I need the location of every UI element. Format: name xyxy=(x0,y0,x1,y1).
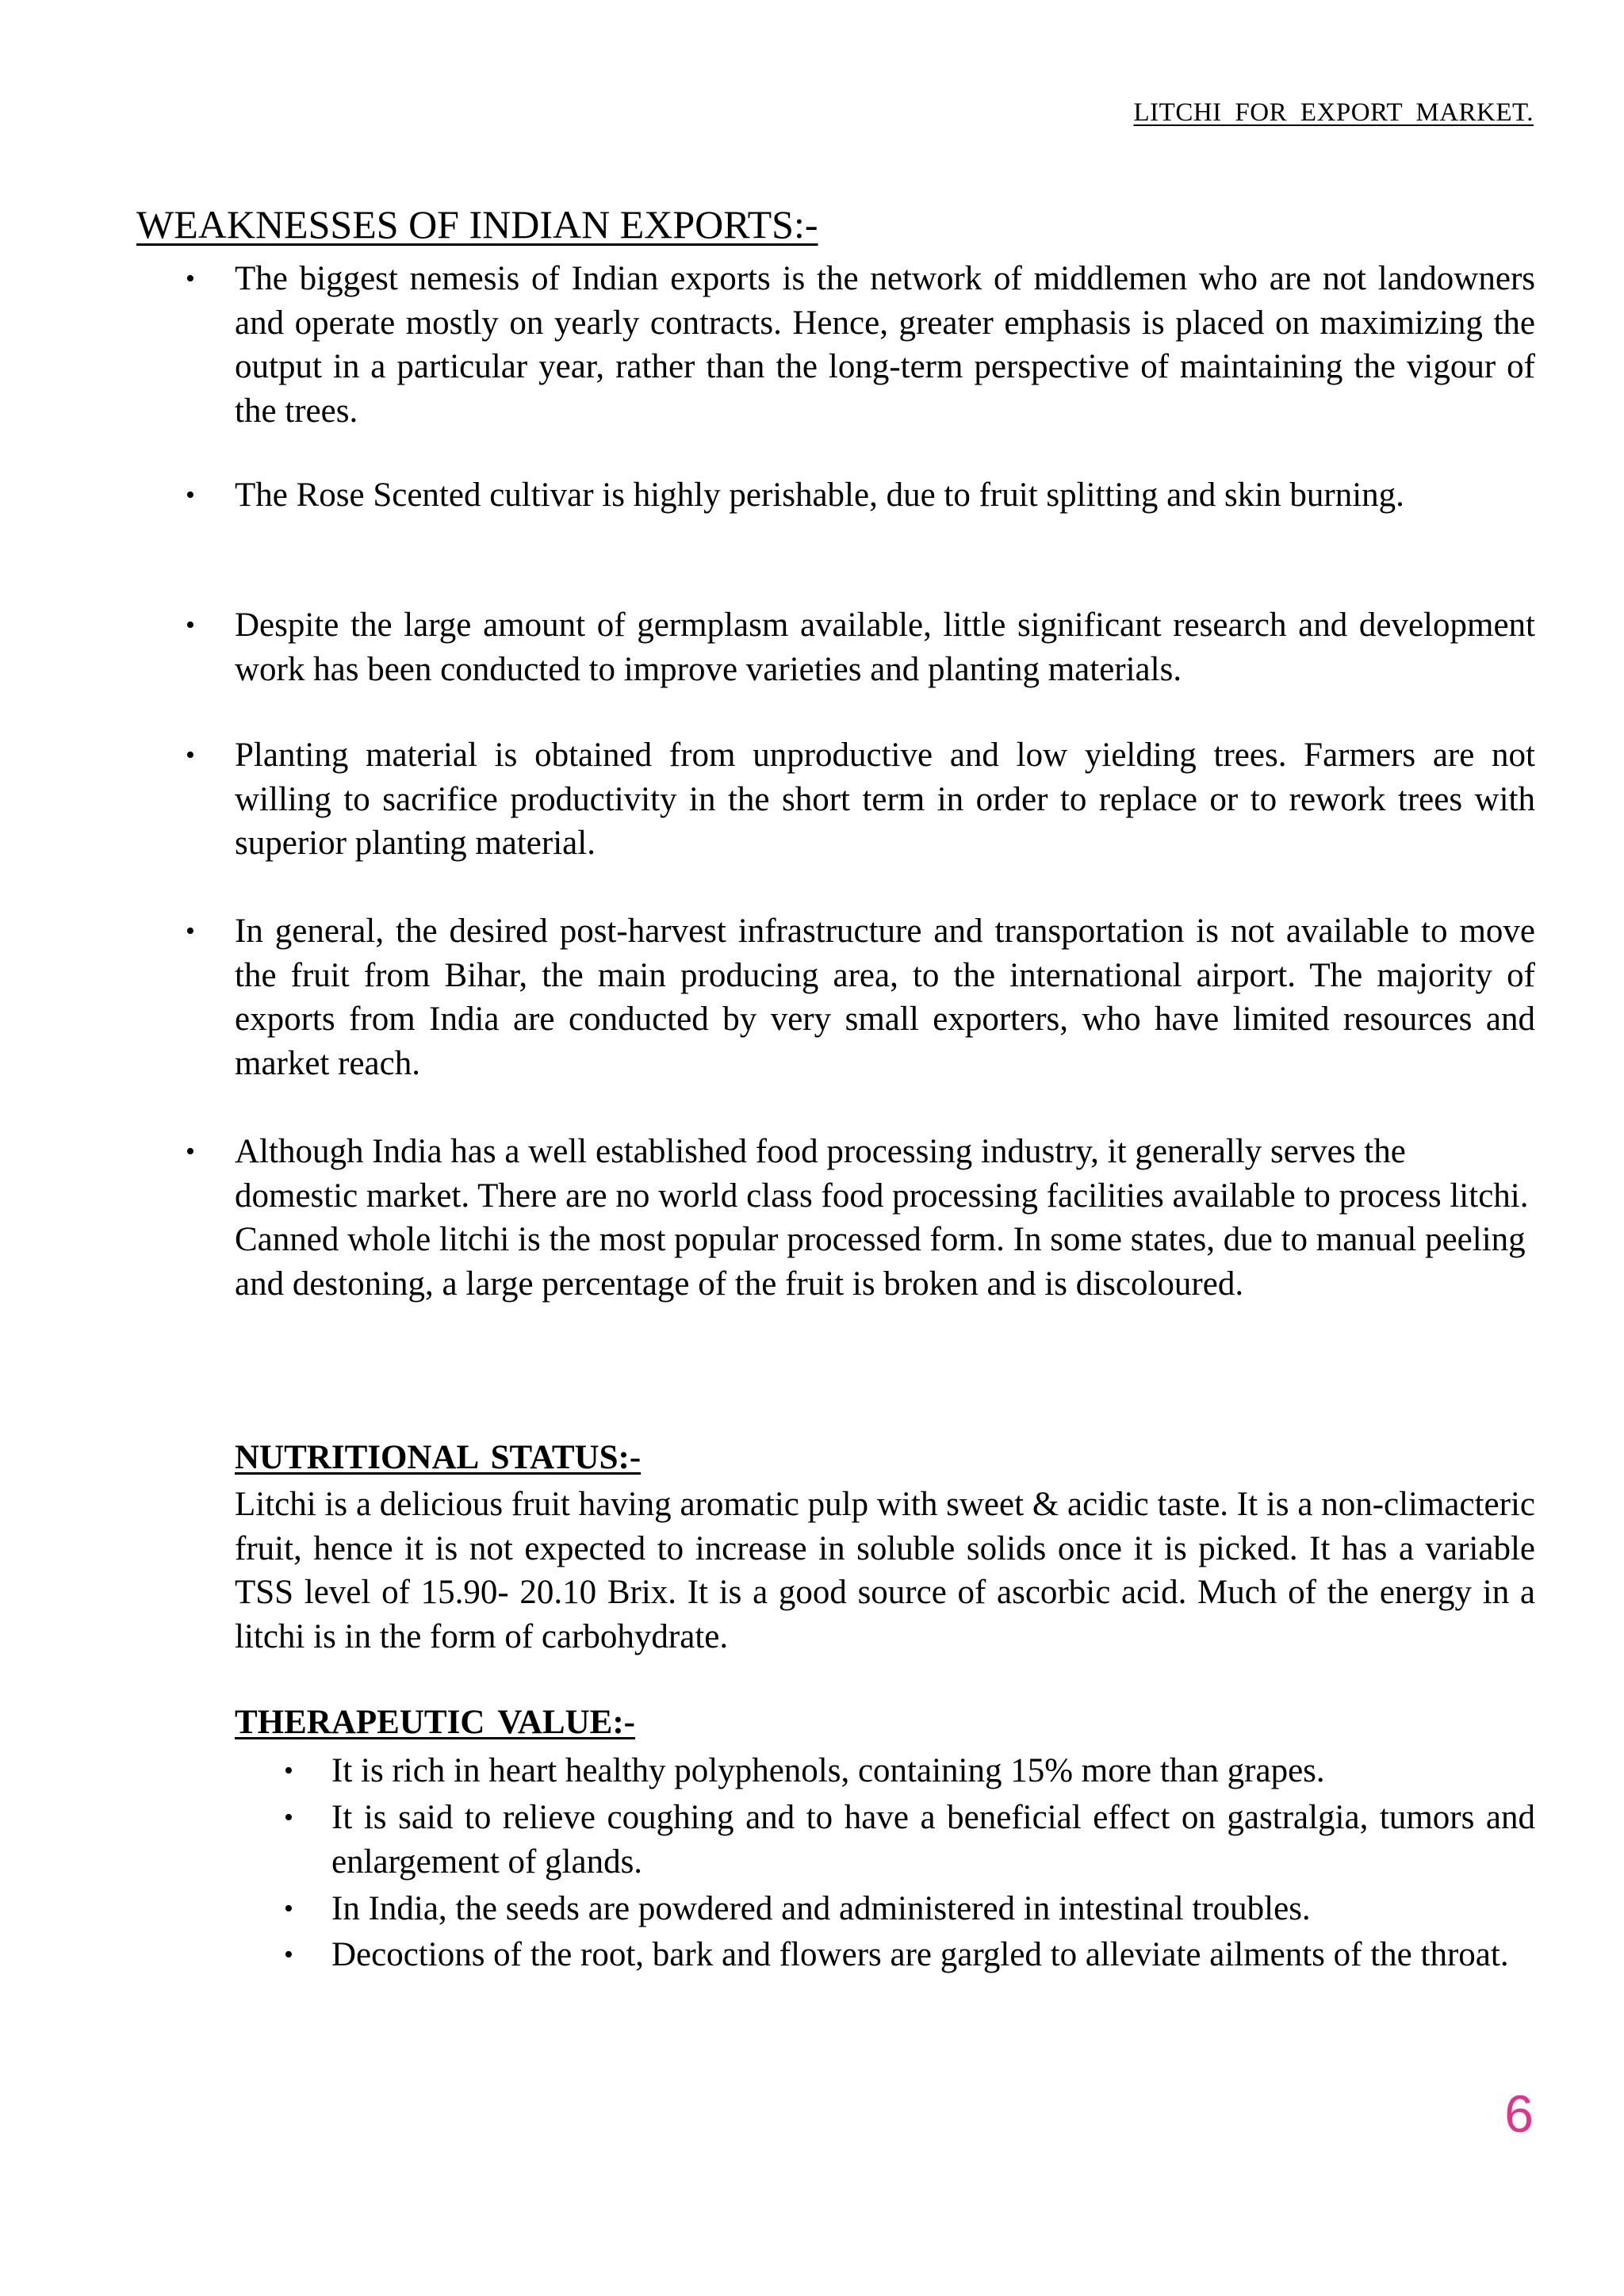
weakness-item-text: The biggest nemesis of Indian exports is the network of middlemen who are not landowners and operate mostly on yearly contracts. Hence, greater emphasis is placed on maximizing the output in a particular year, rather than the long-term perspective of maintaining the vigour of the trees. xyxy=(235,260,1535,430)
weakness-item-text: The Rose Scented cultivar is highly perishable, due to fruit splitting and skin burning. xyxy=(235,476,1404,514)
weakness-item-germplasm xyxy=(186,603,1535,691)
weakness-item-planting-material xyxy=(186,733,1535,866)
bullet-icon: • xyxy=(186,1137,195,1166)
therapeutic-heading: THERAPEUTIC VALUE:- xyxy=(235,1704,635,1741)
running-header: LITCHI FOR EXPORT MARKET. xyxy=(1133,98,1534,127)
bullet-icon: • xyxy=(186,740,195,770)
weakness-item-text: Despite the large amount of germplasm available, little significant research and development work has been conducted to improve varieties and planting materials. xyxy=(235,607,1535,688)
weakness-item-text: In general, the desired post-harvest infrastructure and transportation is not available to move the fruit from Bihar, the main producing area, to the international airport. The majority of exports from India are conducted by very small exporters, who have limited resources and market reach. xyxy=(235,913,1535,1082)
weakness-item-perishable xyxy=(186,473,1535,518)
therapeutic-item-decoctions xyxy=(284,1933,1535,1977)
therapeutic-item-seeds xyxy=(284,1887,1535,1931)
page-number: 6 xyxy=(1504,2084,1534,2143)
therapeutic-item-text: It is said to relieve coughing and to have a beneficial effect on gastralgia, tumors and enlargement of glands. xyxy=(331,1799,1535,1881)
bullet-icon: • xyxy=(186,480,195,510)
therapeutic-item-text: In India, the seeds are powdered and administered in intestinal troubles. xyxy=(331,1890,1311,1927)
therapeutic-item-polyphenols xyxy=(284,1749,1535,1793)
therapeutic-item-text: Decoctions of the root, bark and flowers are gargled to alleviate ailments of the throat. xyxy=(331,1936,1509,1973)
therapeutic-item-coughing xyxy=(284,1796,1535,1884)
weakness-item-text: Planting material is obtained from unproductive and low yielding trees. Farmers are not willing to sacrifice productivity in the short term in order to replace or to rework trees with superior planting material. xyxy=(235,737,1535,862)
nutritional-paragraph: Litchi is a delicious fruit having aromatic pulp with sweet & acidic taste. It is a non-climacteric fruit, hence it is not expected to increase in soluble solids once it is picked. It has a variable TSS level of 15.90- 20.10 Brix. It is a good source of ascorbic acid. Much of the energy in a litchi is in the form of carbohydrate. xyxy=(235,1486,1535,1655)
weakness-item-text: Although India has a well established food processing industry, it generally serves the domestic market. There are no world class food processing facilities available to process litchi. Canned whole litchi is the most popular processed form. In some states, due to manual peeling and destoning, a large percentage of the fruit is broken and is discoloured. xyxy=(235,1133,1529,1303)
bullet-icon: • xyxy=(186,610,195,640)
weaknesses-title: WEAKNESSES OF INDIAN EXPORTS:- xyxy=(136,202,818,247)
weakness-item-middlemen xyxy=(186,257,1535,433)
bullet-icon: • xyxy=(284,1940,293,1969)
bullet-icon: • xyxy=(284,1894,293,1923)
bullet-icon: • xyxy=(186,264,195,293)
weakness-item-processing xyxy=(186,1130,1535,1306)
bullet-icon: • xyxy=(284,1756,293,1785)
bullet-icon: • xyxy=(284,1803,293,1832)
weakness-item-infrastructure xyxy=(186,909,1535,1085)
nutritional-heading: NUTRITIONAL STATUS:- xyxy=(235,1439,642,1476)
therapeutic-item-text: It is rich in heart healthy polyphenols, containing 15% more than grapes. xyxy=(331,1752,1325,1789)
bullet-icon: • xyxy=(186,916,195,946)
